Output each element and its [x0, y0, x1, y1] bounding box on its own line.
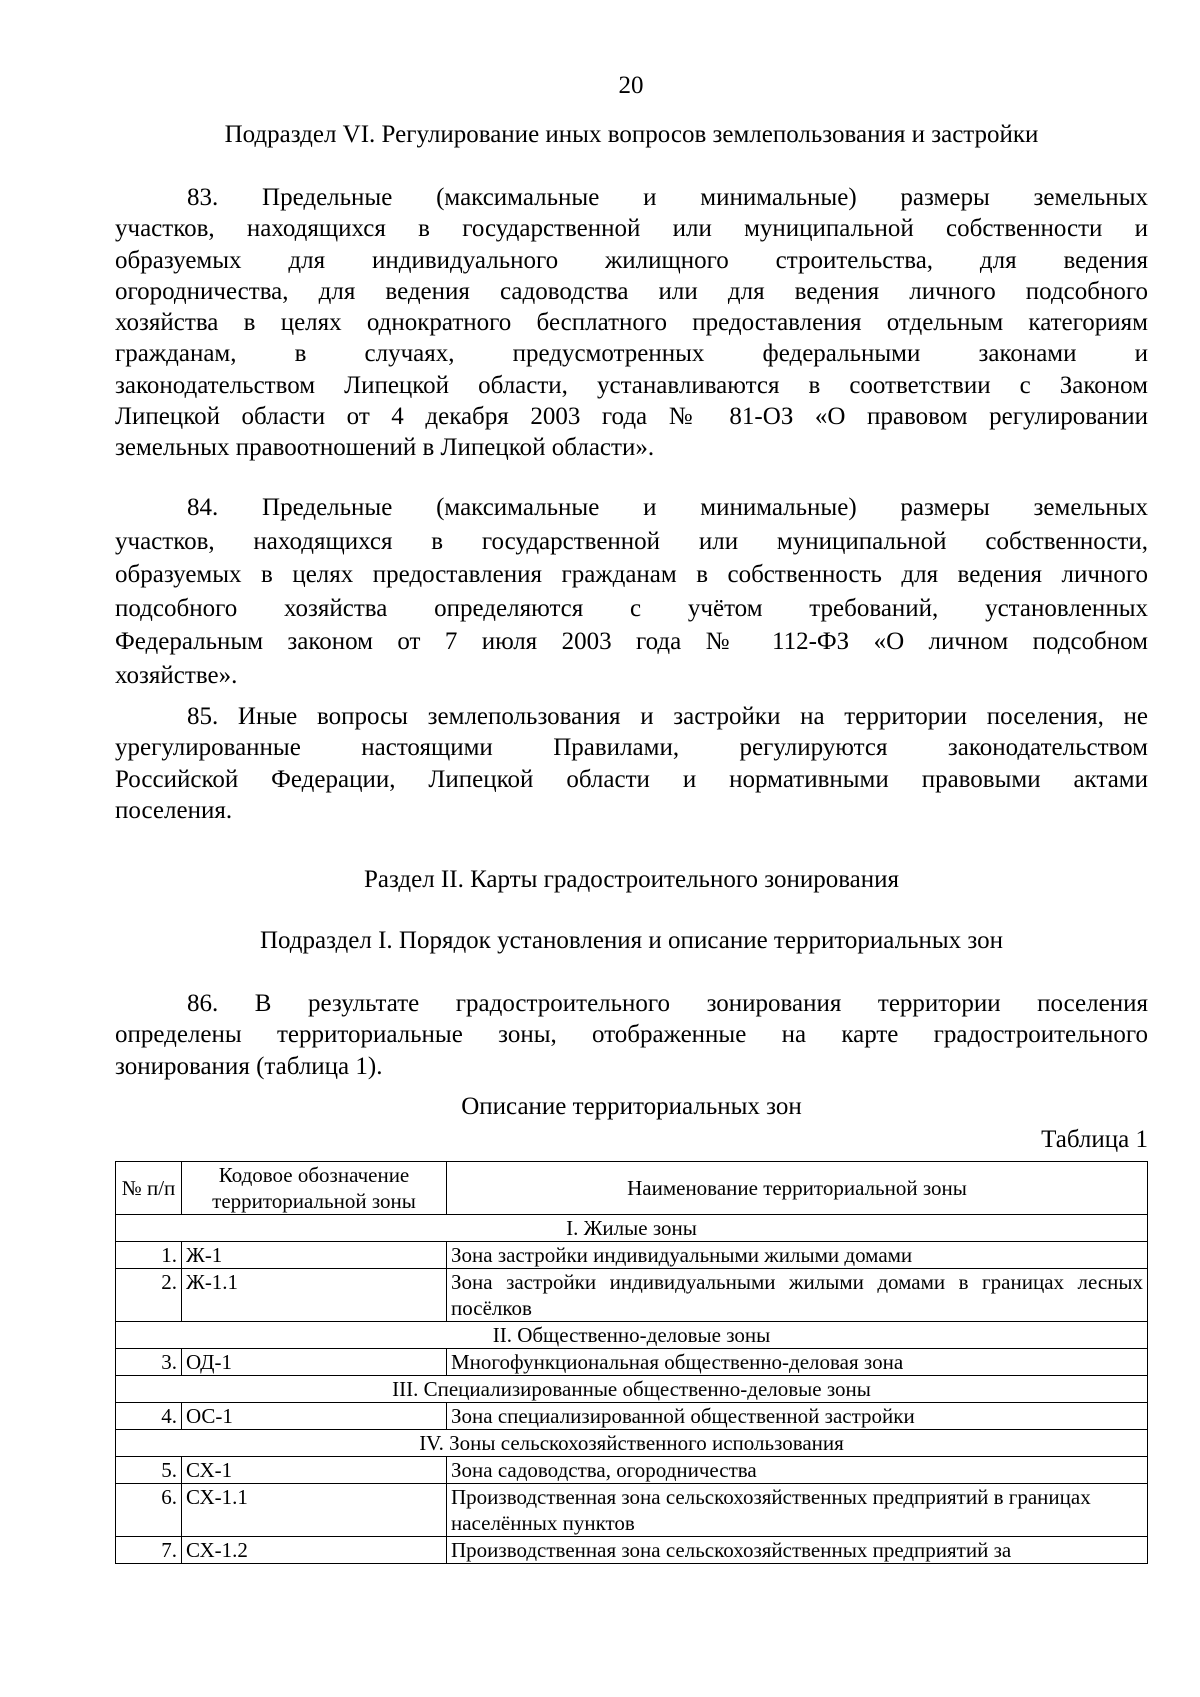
- row-name: Зона застройки индивидуальными жилыми домами в границах лесных посёлков: [447, 1269, 1148, 1322]
- paragraph-line: 85. Иные вопросы землепользования и застройки на территории поселения, не: [187, 703, 1148, 730]
- row-name: Зона садоводства, огородничества: [447, 1457, 1148, 1484]
- paragraph-line: поселения.: [115, 796, 233, 824]
- row-code: СХ-1: [182, 1457, 447, 1484]
- paragraph-84: [115, 491, 1148, 692]
- paragraph-line: земельных правоотношений в Липецкой области».: [115, 434, 655, 462]
- table-row: [116, 1349, 1148, 1376]
- table-group-row: [116, 1376, 1148, 1403]
- paragraph-line: определены территориальные зоны, отображенные на карте градостроительного: [115, 1021, 1148, 1049]
- paragraph-86: [115, 988, 1148, 1082]
- table-row: [116, 1242, 1148, 1269]
- paragraph-line: хозяйства в целях однократного бесплатного предоставления отдельным категориям: [115, 309, 1148, 337]
- paragraph-line: 84. Предельные (максимальные и минимальные) размеры земельных: [187, 494, 1148, 521]
- table-header-row: [116, 1162, 1148, 1215]
- group-title: I. Жилые зоны: [116, 1215, 1148, 1242]
- row-num: 3.: [116, 1349, 182, 1376]
- row-code: СХ-1.1: [182, 1484, 447, 1537]
- page-number: 20: [618, 72, 644, 99]
- paragraph-line: гражданам, в случаях, предусмотренных федеральными законами и: [115, 340, 1148, 368]
- row-num: 6.: [116, 1484, 182, 1537]
- table-group-row: [116, 1430, 1148, 1457]
- row-num: 1.: [116, 1242, 182, 1269]
- paragraph-line: законодательством Липецкой области, устанавливаются в соответствии с Законом: [115, 371, 1148, 399]
- table-row: [116, 1403, 1148, 1430]
- table-row: [116, 1269, 1148, 1322]
- group-title: II. Общественно-деловые зоны: [116, 1322, 1148, 1349]
- group-title: III. Специализированные общественно-деловые зоны: [116, 1376, 1148, 1403]
- row-name: Зона специализированной общественной застройки: [447, 1403, 1148, 1430]
- paragraph-line: образуемых в целях предоставления гражданам в собственность для ведения личного: [115, 561, 1148, 588]
- paragraph-line: образуемых для индивидуального жилищного строительства, для ведения: [115, 246, 1148, 274]
- row-name: Производственная зона сельскохозяйственных предприятий за: [447, 1537, 1148, 1564]
- paragraph-line: подсобного хозяйства определяются с учётом требований, установленных: [115, 594, 1148, 622]
- subsection-heading-6: Подраздел VI. Регулирование иных вопросов землепользования и застройки: [224, 121, 1039, 148]
- territorial-zones-table: [115, 1161, 1148, 1564]
- paragraph-line: зонирования (таблица 1).: [115, 1052, 383, 1080]
- row-code: ОС-1: [182, 1403, 447, 1430]
- table-row: [116, 1537, 1148, 1564]
- paragraph-line: урегулированные настоящими Правилами, регулируются законодательством: [115, 734, 1148, 762]
- table-group-row: [116, 1322, 1148, 1349]
- row-num: 4.: [116, 1403, 182, 1430]
- table-row: [116, 1457, 1148, 1484]
- row-name: Многофункциональная общественно-деловая зона: [447, 1349, 1148, 1376]
- row-num: 5.: [116, 1457, 182, 1484]
- paragraph-line: 86. В результате градостроительного зонирования территории поселения: [187, 990, 1148, 1017]
- row-num: 7.: [116, 1537, 182, 1564]
- paragraph-83: [115, 182, 1148, 464]
- row-code: Ж-1: [182, 1242, 447, 1269]
- paragraph-line: Липецкой области от 4 декабря 2003 года № 81-ОЗ «О правовом регулировании: [115, 403, 1148, 431]
- table-group-row: [116, 1215, 1148, 1242]
- section-heading-2: Раздел II. Карты градостроительного зонирования: [363, 866, 900, 893]
- paragraph-line: участков, находящихся в государственной или муниципальной собственности,: [115, 527, 1148, 555]
- paragraph-line: Федеральным законом от 7 июля 2003 года № 112-ФЗ «О личном подсобном: [115, 628, 1148, 655]
- paragraph-line: Российской Федерации, Липецкой области и нормативными правовыми актами: [115, 765, 1148, 793]
- row-code: ОД-1: [182, 1349, 447, 1376]
- header-name: Наименование территориальной зоны: [447, 1162, 1148, 1215]
- paragraph-line: 83. Предельные (максимальные и минимальные) размеры земельных: [187, 184, 1148, 211]
- row-name: Производственная зона сельскохозяйственных предприятий в границах населённых пунктов: [447, 1484, 1148, 1537]
- subsection-heading-1: Подраздел I. Порядок установления и описание территориальных зон: [259, 927, 1004, 954]
- paragraph-line: огородничества, для ведения садоводства или для ведения личного подсобного: [115, 277, 1148, 305]
- row-name: Зона застройки индивидуальными жилыми домами: [447, 1242, 1148, 1269]
- group-title: IV. Зоны сельскохозяйственного использования: [116, 1430, 1148, 1457]
- row-code: Ж-1.1: [182, 1269, 447, 1322]
- header-code: Кодовое обозначение территориальной зоны: [182, 1162, 447, 1215]
- table-row: [116, 1484, 1148, 1537]
- table-label: Таблица 1: [1041, 1126, 1148, 1153]
- paragraph-line: хозяйстве».: [115, 661, 238, 689]
- table-title: Описание территориальных зон: [461, 1093, 802, 1120]
- row-code: СХ-1.2: [182, 1537, 447, 1564]
- header-num: № п/п: [116, 1162, 182, 1215]
- paragraph-85: [115, 701, 1148, 826]
- row-num: 2.: [116, 1269, 182, 1322]
- paragraph-line: участков, находящихся в государственной или муниципальной собственности и: [115, 215, 1148, 243]
